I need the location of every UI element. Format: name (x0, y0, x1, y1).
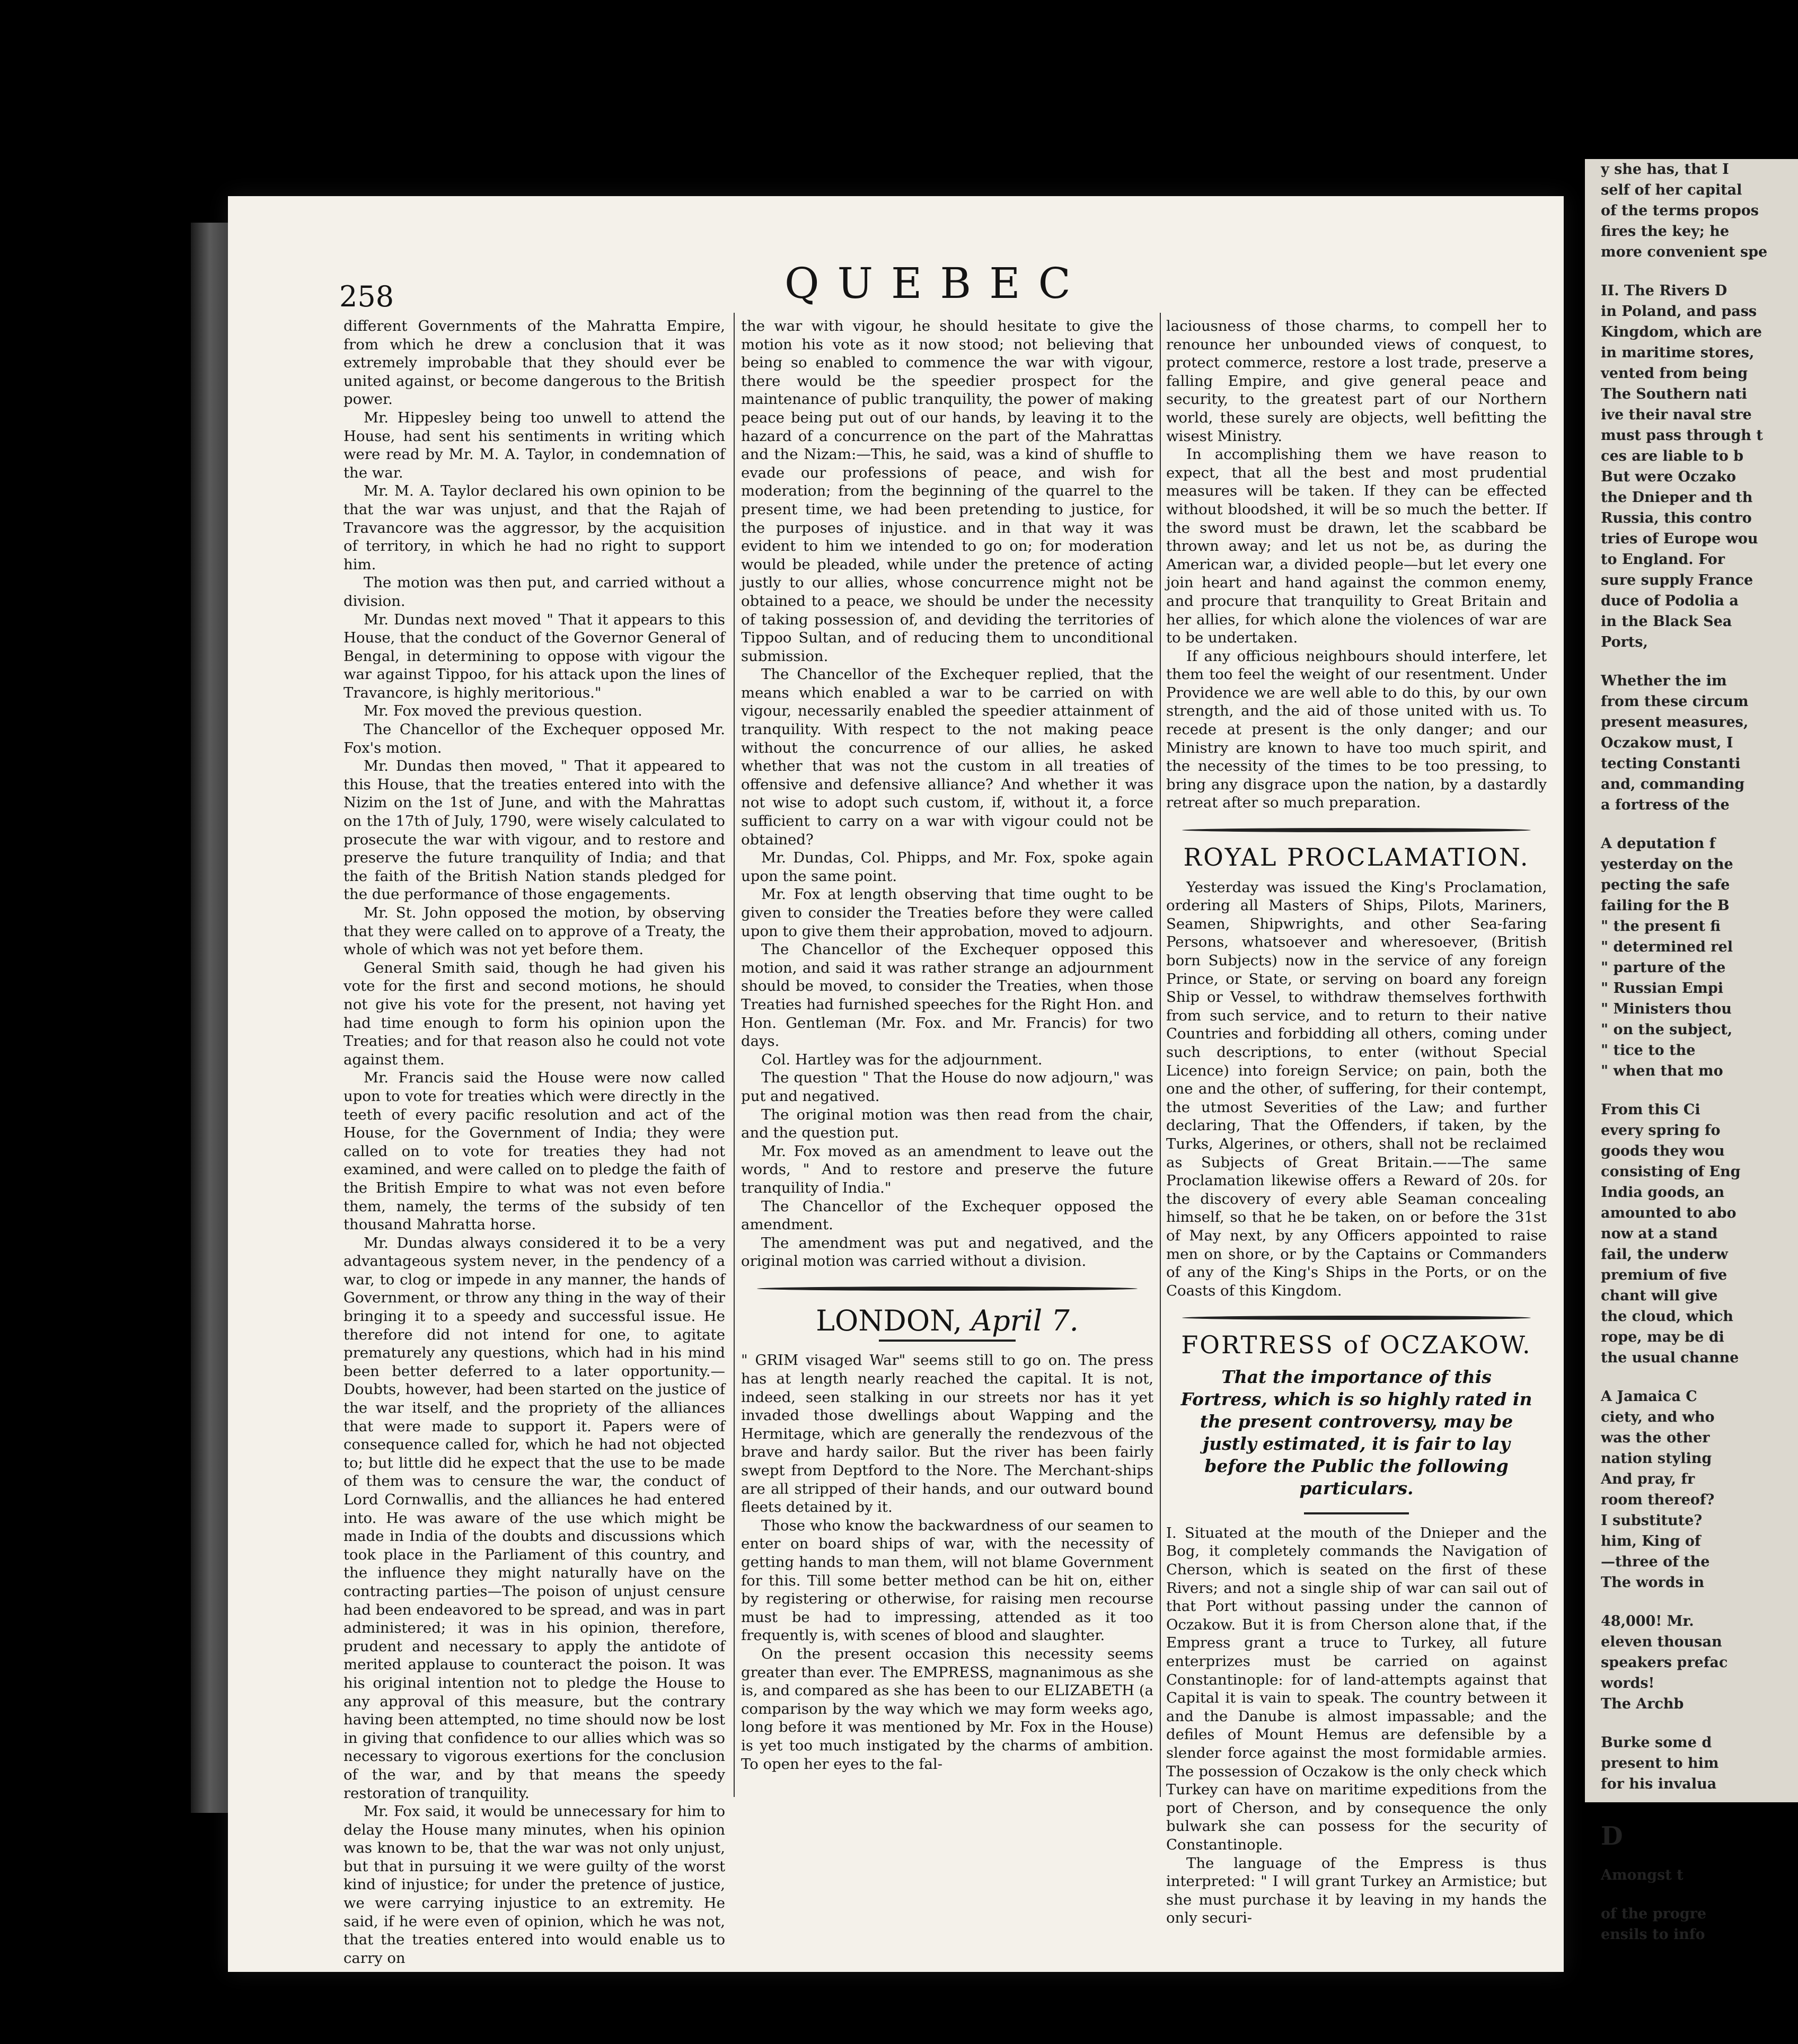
column-3 (1166, 317, 1547, 1927)
paragraph: The language of the Empress is thus interpreted: " I will grant Turkey an Armistice; but she must purchase it by leaving in my hands the only securi- (1166, 1854, 1547, 1927)
paragraph: The Chancellor of the Exchequer opposed Mr. Fox's motion. (343, 721, 725, 756)
facing-page-line: " Ministers thou (1601, 1001, 1732, 1017)
column-rule (1160, 313, 1161, 1797)
facing-page-line: But were Oczako (1601, 469, 1737, 485)
facing-page-fragment (1585, 159, 1798, 1943)
paragraph: Mr. M. A. Taylor declared his own opinion to be that the war was unjust, and that the Rajah of Travancore was the aggressor, by the acquisition of territory, in which he had no right to support him. (343, 482, 725, 573)
london-heading-place: LONDON, (816, 1303, 963, 1337)
heading-underline (879, 1340, 1016, 1342)
paragraph: Mr. Hippesley being too unwell to attend the House, had sent his sentiments in writing which were read by Mr. M. A. Taylor, in condemnation of the war. (343, 409, 725, 481)
facing-page-line: to England. For (1601, 551, 1725, 568)
facing-page-line: " tice to the (1601, 1042, 1696, 1059)
facing-page-line: —three of the (1601, 1554, 1710, 1570)
facing-page-line: Amongst t (1601, 1867, 1684, 1883)
london-heading-date: April 7. (971, 1303, 1079, 1337)
paragraph: different Governments of the Mahratta Empire, from which he drew a conclusion that it was extremely improbable that they should ever be united against, or become dangerous to the British power. (343, 318, 725, 408)
paragraph: Mr. Dundas, Col. Phipps, and Mr. Fox, spoke again upon the same point. (741, 849, 1153, 885)
paragraph: " GRIM visaged War" seems still to go on. The press has at length nearly reached the capital. It is not, indeed, seen stalking in our streets nor has it yet invaded those dwellings about Wapping and the Hermitage, which are generally the rendezvous of the brave and hardy sailor. But the river has been fairly swept from Deptford to the Nore. The Merchant-ships are all stripped of their hands, and our outward bound fleets detained by it. (741, 1352, 1153, 1516)
column-1 (343, 317, 725, 1967)
facing-page-line: tecting Constanti (1601, 755, 1741, 772)
facing-page-line: nation styling (1601, 1450, 1712, 1467)
facing-page-line: Whether the im (1601, 673, 1727, 689)
facing-page-line: I substitute? (1601, 1512, 1703, 1529)
facing-page-line: from these circum (1601, 693, 1749, 710)
facing-page-line: in Poland, and pass (1601, 303, 1757, 320)
paragraph: Mr. Dundas then moved, " That it appeared to this House, that the treaties entered into with the Nizim on the 1st of June, and with the Mahrattas on the 17th of July, 1790, were wisely calculated to prosecute the war with vigour, and to restore and preserve the future tranquility of India; and that the faith of the British Nation stands pledged for the due performance of those engagements. (343, 757, 725, 903)
facing-page-line: amounted to abo (1601, 1205, 1737, 1221)
facing-page-line: sure supply France (1601, 572, 1753, 588)
facing-page-line: 48,000! Mr. (1601, 1613, 1694, 1629)
facing-page-line: Ports, (1601, 634, 1648, 650)
facing-page-line: failing for the B (1601, 897, 1730, 914)
facing-page-line: of the progre (1601, 1906, 1707, 1922)
paragraph: General Smith said, though he had given his vote for the first and second motions, he should not give his vote for the present, not having yet had time enough to form his opinion upon the Treaties; and for that reason also he could not vote against them. (343, 959, 725, 1068)
london-heading (741, 1303, 1153, 1337)
facing-page-line: Oczakow must, I (1601, 735, 1733, 751)
facing-page-line: From this Ci (1601, 1102, 1700, 1118)
facing-page-line: present measures, (1601, 714, 1749, 730)
paragraph: The amendment was put and negatived, and the original motion was carried without a division. (741, 1234, 1153, 1270)
facing-page-line: A deputation f (1601, 835, 1716, 852)
column-rule (734, 313, 735, 1797)
section-divider (757, 1287, 1138, 1291)
facing-page-line: now at a stand (1601, 1226, 1718, 1242)
facing-page-line: present to him (1601, 1755, 1719, 1772)
facing-page-line: Burke some d (1601, 1734, 1712, 1751)
facing-page-line: India goods, an (1601, 1184, 1725, 1201)
facing-page-line: y she has, that I (1601, 161, 1729, 178)
paragraph: The original motion was then read from the chair, and the question put. (741, 1106, 1153, 1142)
facing-page-line: Russia, this contro (1601, 510, 1752, 526)
paragraph: Yesterday was issued the King's Proclamation, ordering all Masters of Ships, Pilots, Mariners, Seamen, Shipwrights, and other Sea-faring Persons, whatsoever and wheresoever, (British born Subjects) now in the service of any foreign Prince, or State, or serving on board any foreign Ship or Vessel, to withdraw themselves forthwith from such service, and to return to their native Countries and forbidding all others, coming under such descriptions, to enter (without Special Licence) into foreign Service; on pain, both the one and the other, of suffering, for their contempt, the utmost Severities of the Law; and further declaring, That the Offenders, if taken, by the Turks, Algerines, or others, shall not be reclaimed as Subjects of Great Britain.——The same Proclamation likewise offers a Reward of 20s. for the discovery of every able Seaman concealing himself, so that he be taken, on or before the 31st of May next, by any Officers appointed to raise men on shore, or by the Captains or Commanders of any of the King's Ships in the Ports, or on the Coasts of this Kingdom. (1166, 878, 1547, 1299)
facing-page-line: and, commanding (1601, 776, 1745, 792)
facing-page-line: every spring fo (1601, 1122, 1721, 1139)
paragraph: The Chancellor of the Exchequer opposed the amendment. (741, 1197, 1153, 1234)
facing-page-line: the cloud, which (1601, 1308, 1733, 1325)
facing-page-line: yesterday on the (1601, 856, 1733, 873)
facing-page-line: ces are liable to b (1601, 448, 1743, 464)
facing-page-line: " parture of the (1601, 959, 1726, 976)
facing-page-line: tries of Europe wou (1601, 531, 1758, 547)
facing-page-line: The Archb (1601, 1696, 1684, 1712)
facing-page-line: more convenient spe (1601, 244, 1768, 260)
facing-page-line: self of her capital (1601, 182, 1742, 198)
facing-page-line: in maritime stores, (1601, 345, 1755, 361)
facing-page-line: ensils to info (1601, 1926, 1705, 1943)
paragraph: The question " That the House do now adjourn," was put and negatived. (741, 1069, 1153, 1105)
section-divider (1182, 828, 1531, 832)
fortress-heading: FORTRESS of OCZAKOW. (1181, 1331, 1532, 1360)
facing-page-line: And pray, fr (1601, 1471, 1695, 1487)
facing-page-line: consisting of Eng (1601, 1164, 1741, 1180)
facing-page-line: room thereof? (1601, 1492, 1715, 1508)
facing-page-line: eleven thousan (1601, 1634, 1722, 1650)
proclamation-heading: ROYAL PROCLAMATION. (1183, 843, 1530, 872)
section-divider (1182, 1316, 1531, 1320)
facing-page-line: the usual channe (1601, 1350, 1739, 1366)
facing-page-line: speakers prefac (1601, 1654, 1728, 1671)
facing-page-line: duce of Podolia a (1601, 593, 1739, 609)
facing-page-line: " on the subject, (1601, 1021, 1733, 1038)
facing-page-line: words! (1601, 1675, 1655, 1691)
facing-page-line: in the Black Sea (1601, 613, 1732, 630)
facing-page-line: D (1601, 1821, 1633, 1851)
paragraph: Those who know the backwardness of our seamen to enter on board ships of war, with the necessity of getting hands to man them, will not blame Government for this. Till some better method can be hit on, either by registering or otherwise, for raising men recourse must be had to impressing, attended as it too frequently is, with scenes of blood and slaughter. (741, 1517, 1153, 1644)
paragraph: Mr. Dundas next moved " That it appears to this House, that the conduct of the Governor General of Bengal, in determining to oppose with vigour the war against Tippoo, for his attack upon the lines of Travancore, is highly meritorious." (343, 611, 725, 701)
column-2 (741, 317, 1153, 1773)
paragraph: Mr. Dundas always considered it to be a very advantageous system never, in the pendency of a war, to clog or impede in any manner, the hands of Government, or throw any thing in the way of their bringing it to a speedy and successful issue. He therefore did not intend for one, to agitate prematurely any questions, which had in his mind been better deferred to a later opportunity.—Doubts, however, had been started on the justice of the war itself, and the propriety of the alliances that were made to support it. Papers were of consequence called for, which he had not objected to; but little did he expect that the use to be made of them was to censure the war, the conduct of Lord Cornwallis, and the alliances he had entered into. He was aware of the use which might be made in India of the doubts and discussions which took place in the Parliament of this country, and the influence they might naturally have on the contracting parties—The poison of unjust censure had been endeavored to be spread, and was in part administered; it was in his opinion, therefore, prudent and necessary to apply the antidote of merited applause to counteract the poison. It was his original intention not to pledge the House to any approval of this measure, but the contrary having been attempted, no time should now be lost in giving that confidence to our allies which was so necessary to vigorous exertions for the conclusion of the war, and by that means the speedy restoration of tranquility. (343, 1234, 725, 1802)
paragraph: Mr. Fox moved the previous question. (364, 702, 642, 720)
paragraph: Col. Hartley was for the adjournment. (761, 1051, 1043, 1068)
facing-page-line: the Dnieper and th (1601, 489, 1753, 506)
paragraph: Mr. St. John opposed the motion, by observing that they were called on to approve of a Treaty, the whole of which was not yet before them. (343, 904, 725, 958)
facing-page-line: ciety, and who (1601, 1409, 1715, 1425)
facing-page-line: of the terms propos (1601, 202, 1759, 219)
facing-page-line: rope, may be di (1601, 1329, 1724, 1345)
facing-page-line: The Southern nati (1601, 386, 1747, 402)
paragraph: laciousness of those charms, to compell her to renounce her unbounded views of conquest, to protect commerce, restore a lost trade, preserve a falling Empire, and give general peace and security, to the greatest part of our Northern world, these surely are objects, well befitting the wisest Ministry. (1166, 318, 1547, 445)
facing-page-line: The words in (1601, 1574, 1705, 1591)
facing-page-line: goods they wou (1601, 1143, 1725, 1159)
facing-page-line: " Russian Empi (1601, 980, 1724, 997)
facing-page-line: chant will give (1601, 1288, 1718, 1304)
paragraph: Mr. Fox at length observing that time ought to be given to consider the Treaties before they were called upon to give them their approbation, moved to adjourn. (741, 886, 1153, 940)
facing-page-line: a fortress of the (1601, 797, 1730, 813)
facing-page-line: was the other (1601, 1430, 1710, 1446)
paragraph: Mr. Fox said, it would be unnecessary for him to delay the House many minutes, when his opinion was known to be, that the war was not only unjust, but that in pursuing it we were guilty of the worst kind of injustice; for under the pretence of justice, we were carrying injustice to an extremity. He said, if he were even of opinion, which he was not, that the treaties entered into would enable us to carry on (343, 1803, 725, 1967)
paragraph: The motion was then put, and carried without a division. (343, 574, 725, 610)
facing-page-line: ive their naval stre (1601, 407, 1752, 423)
facing-page-line: fail, the underw (1601, 1246, 1728, 1263)
paragraph: Mr. Fox moved as an amendment to leave out the words, " And to restore and preserve the future tranquility of India." (741, 1142, 1153, 1196)
fortress-intro: That the importance of this Fortress, which is so highly rated in the present controversy, may be justly estimated, it is fair to lay before the Public the following particulars. (1180, 1366, 1532, 1499)
heading-underline (1304, 1512, 1409, 1514)
paragraph: the war with vigour, he should hesitate to give the motion his vote as it now stood; not believing that being so enabled to commence the war with vigour, there would be the speedier prospect for the maintenance of public tranquility, the power of making peace being put out of our hands, by leaving it to the hazard of a concurrence on the part of the Mahrattas and the Nizam:—This, he said, was a kind of shuffle to evade our professions of peace, and wish for moderation; from the beginning of the quarrel to the present time, we had been pretending to justice, for the purposes of injustice. and in that way it was evident to him we intended to go on; for moderation would be pleaded, while under the pretence of acting justly to our allies, whose concurrence might not be obtained to a peace, we should be under the necessity of taking possession of, and deviding the territories of Tippoo Sultan, and of reducing them to unconditional submission. (741, 318, 1153, 665)
facing-page-line: A Jamaica C (1601, 1388, 1697, 1405)
masthead: QUEBEC (785, 259, 1089, 308)
facing-page-line: him, King of (1601, 1533, 1701, 1549)
paragraph: The Chancellor of the Exchequer replied, that the means which enabled a war to be carried on with vigour, necessarily enabled the speedier attainment of tranquility. With respect to the not making peace without the concurrence of our allies, he asked whether that was not the custom in all treaties of offensive and defensive alliance? And whether it was not wise to adopt such custom, if, without it, a force sufficient to carry on a war with vigour could not be obtained? (741, 666, 1153, 848)
facing-page-line: " the present fi (1601, 918, 1721, 935)
facing-page-line: premium of five (1601, 1267, 1728, 1283)
paragraph: Mr. Francis said the House were now called upon to vote for treaties which were directly in the teeth of every pacific resolution and act of the House, for the Government of India; they were called on to vote for treaties they had not examined, and were called on to pledge the faith of the British Empire to what was not even before them, namely, the terms of the subsidy of ten thousand Mahratta horse. (343, 1069, 725, 1234)
facing-page-line: pecting the safe (1601, 877, 1730, 893)
facing-page-line: fires the key; he (1601, 223, 1730, 240)
paragraph: In accomplishing them we have reason to expect, that all the best and most prudential measures will be taken. If they can be effected without bloodshed, it will be so much the better. If the sword must be drawn, let the scabbard be thrown away; and let us not be, as during the American war, a divided people—but let every one join heart and hand against the common enemy, and procure that tranquility to Great Britain and her allies, for which alone the violences of war are to be undertaken. (1166, 446, 1547, 647)
facing-page-line: vented from being (1601, 365, 1748, 382)
paragraph: If any officious neighbours should interfere, let them too feel the weight of our resentment. Under Providence we are well able to do this, by our own strength, and the aid of those united with us. To recede at present is the only danger; and our Ministry are known to have too much spirit, and the necessity of the times to be too pressing, to bring any disgrace upon the nation, by a dastardly retreat after so much preparation. (1166, 647, 1547, 812)
facing-page-line: " when that mo (1601, 1063, 1723, 1079)
facing-page-line: " determined rel (1601, 939, 1733, 955)
paragraph: On the present occasion this necessity seems greater than ever. The EMPRESS, magnanimous as she is, and compared as she has been to our ELIZABETH (a comparison by the way which we may form weeks ago, long before it was mentioned by Mr. Fox in the House) is yet too much instigated by the charms of ambition. To open her eyes to the fal- (741, 1645, 1153, 1773)
facing-page-line: II. The Rivers D (1601, 283, 1728, 299)
facing-page-line: Kingdom, which are (1601, 324, 1762, 340)
facing-page-line: for his invalua (1601, 1776, 1717, 1792)
page-number: 258 (339, 280, 394, 313)
paragraph: The Chancellor of the Exchequer opposed this motion, and said it was rather strange an adjournment should be moved, to consider the Treaties, when those Treaties had furnished speeches for the Right Hon. and Hon. Gentleman (Mr. Fox. and Mr. Francis) for two days. (741, 941, 1153, 1050)
facing-page-line: must pass through t (1601, 427, 1763, 444)
paragraph: I. Situated at the mouth of the Dnieper and the Bog, it completely commands the Navigation of Cherson, which is seated on the first of these Rivers; and not a single ship of war can sail out of that Port without passing under the cannon of Oczakow. But it is from Cherson alone that, if the Empress grant a truce to Turkey, all future enterprizes must be carried on against Constantinople: for of land-attempts against that Capital it is vain to speak. The country between it and the Danube is almost impassable; and the defiles of Mount Hemus are defensible by a slender force against the most formidable armies. The possession of Oczakow is the only check which Turkey can have on maritime expeditions from the port of Cherson, and by consequence the only bulwark she can possess for the security of Constantinople. (1166, 1524, 1547, 1853)
